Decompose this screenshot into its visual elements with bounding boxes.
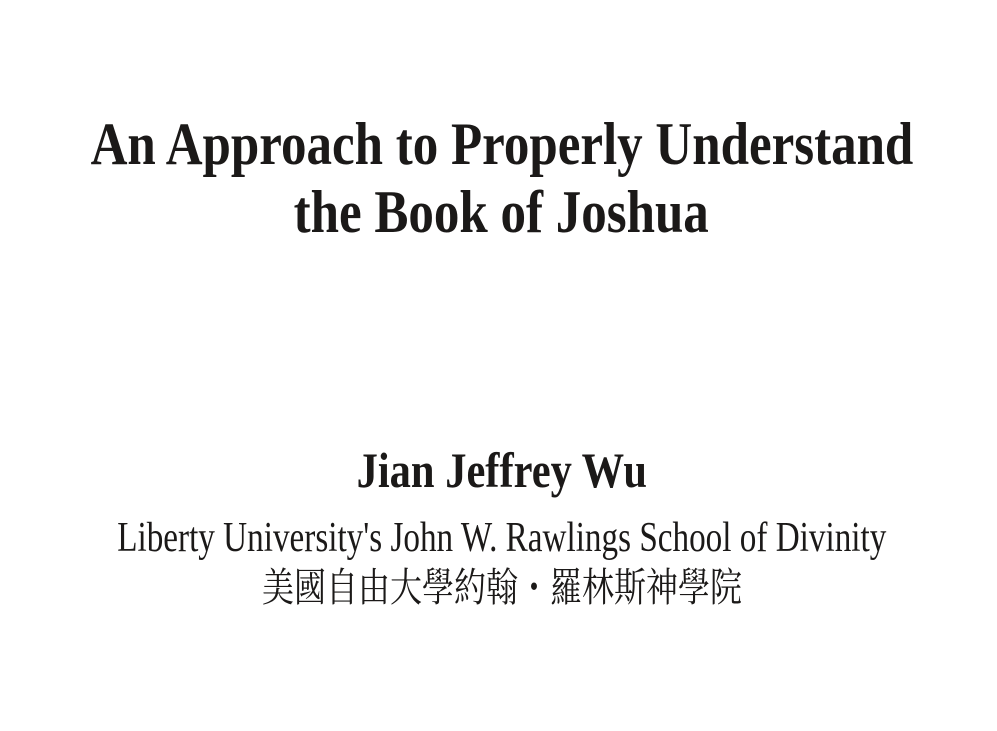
affiliation-chinese-text: 美國自由大學約翰・羅林斯神學院 bbox=[261, 565, 742, 610]
author-name-text: Jian Jeffrey Wu bbox=[356, 442, 647, 498]
affiliation-english-text: Liberty University's John W. Rawlings School of Divinity bbox=[116, 515, 887, 561]
paper-title-line1-text: An Approach to Properly Understand bbox=[90, 111, 913, 177]
paper-title-line2 bbox=[6, 178, 997, 246]
author-name bbox=[6, 442, 997, 498]
paper-title bbox=[6, 110, 997, 246]
paper-title-line1 bbox=[6, 110, 997, 178]
affiliation-english bbox=[6, 514, 997, 562]
paper-title-line2-text: the Book of Joshua bbox=[293, 179, 710, 245]
affiliation-chinese bbox=[6, 565, 997, 611]
